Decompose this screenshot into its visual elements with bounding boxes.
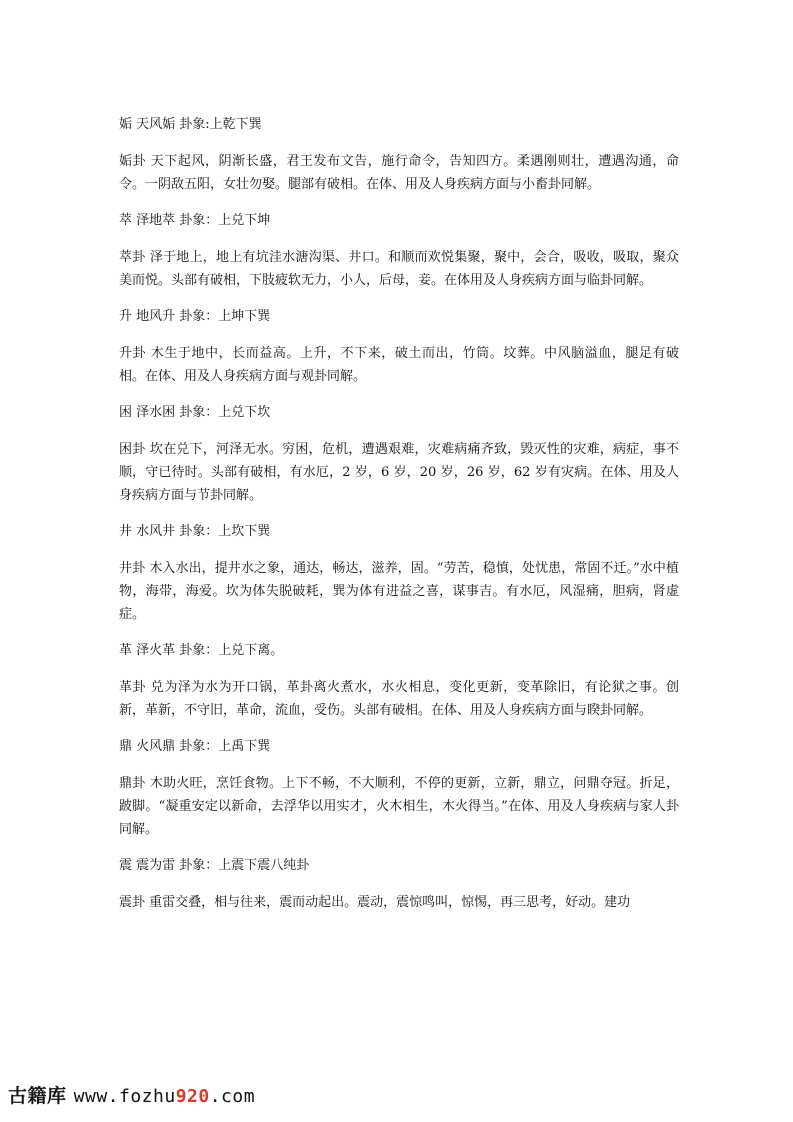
section-body: 升卦 木生于地中，长而益高。上升，不下来，破土而出，竹筒。坟葬。中风脑溢血，腿足有破相。在体、用及人身疾病方面与观卦同解。 — [119, 346, 679, 384]
section-ding — [119, 736, 679, 841]
section-title: 困 泽水困 卦象：上兑下坎 — [119, 405, 271, 420]
section-cui — [119, 210, 679, 292]
section-title: 革 泽火革 卦象：上兑下离。 — [119, 643, 284, 658]
section-zhen — [119, 855, 679, 914]
section-body: 萃卦 泽于地上，地上有坑洼水溏沟渠、井口。和顺而欢悦集聚，聚中，会合，吸收，吸取，聚众美而悦。头部有破相，下肢疲软无力，小人，后母，妾。在体用及人身疾病方面与临卦同解。 — [119, 250, 679, 288]
document-content — [119, 114, 679, 928]
section-title: 姤 天风姤 卦象:上乾下巽 — [119, 117, 262, 132]
footer-url-prefix: www.fozhu — [73, 1086, 176, 1107]
section-body: 鼎卦 木助火旺，烹饪食物。上下不畅，不大顺利，不停的更新，立新，鼎立，问鼎夺冠。折足，跛脚。“凝重安定以新命，去浮华以用实才，火木相生，木火得当。”在体、用及人身疾病与家人卦同解。 — [119, 776, 679, 837]
section-kun — [119, 402, 679, 507]
section-title: 萃 泽地萃 卦象：上兑下坤 — [119, 213, 271, 228]
section-ge — [119, 640, 679, 722]
section-title: 升 地风升 卦象：上坤下巽 — [119, 309, 271, 324]
section-title: 鼎 火风鼎 卦象：上禹下巽 — [119, 739, 271, 754]
section-body: 困卦 坎在兑下，河泽无水。穷困，危机，遭遇艰难，灾难病痛齐致，毁灭性的灾难，病症，事不顺，守已待时。头部有破相，有水厄，2 岁，6 岁，20 岁，26 岁，62 岁有灾病。在体、用及人身疾病方面与节卦同解。 — [119, 442, 679, 503]
section-body: 革卦 兑为泽为水为开口锅，革卦离火煮水，水火相息，变化更新，变革除旧，有论狱之事。创新，革新，不守旧，革命，流血，受伤。头部有破相。在体、用及人身疾病方面与睽卦同解。 — [119, 680, 679, 718]
section-body: 震卦 重雷交叠，相与往来，震而动起出。震动，震惊鸣叫，惊惕，再三思考，好动。建功 — [119, 895, 631, 910]
footer-url-number: 920 — [175, 1086, 210, 1107]
section-sheng — [119, 306, 679, 388]
section-body: 井卦 木入水出，提井水之象，通达，畅达，滋养，固。“劳苦，稳慎，处忧患，常固不迁。”水中植物，海带，海爱。坎为体失脱破耗，巽为体有进益之喜，谋事吉。有水厄，风湿痛，胆病，肾虚症。 — [119, 561, 679, 622]
section-title: 震 震为雷 卦象：上震下震八纯卦 — [119, 858, 310, 873]
section-body: 姤卦 天下起风，阴渐长盛，君王发布文告，施行命令，告知四方。柔遇刚则壮，遭遇沟通，命令。一阴敌五阳，女壮勿娶。腿部有破相。在体、用及人身疾病方面与小畜卦同解。 — [119, 154, 679, 192]
footer-url-suffix: .com — [209, 1086, 256, 1107]
footer-brand: 古籍库 — [8, 1085, 67, 1107]
section-gou — [119, 114, 679, 196]
section-title: 井 水风井 卦象：上坎下巽 — [119, 524, 271, 539]
footer-watermark — [8, 1081, 255, 1108]
section-jing — [119, 521, 679, 626]
